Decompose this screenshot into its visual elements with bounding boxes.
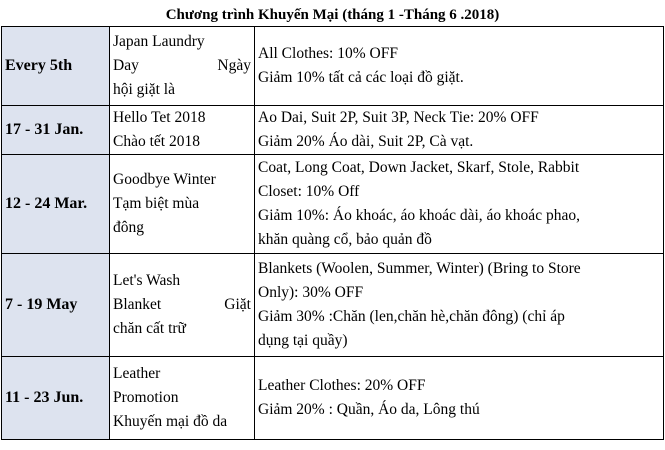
page-title: Chương trình Khuyến Mại (tháng 1 -Tháng 6 .2018) bbox=[165, 7, 500, 23]
promo-event bbox=[110, 106, 255, 155]
offer-line: Coat, Long Coat, Down Jacket, Skarf, Stole, Rabbit bbox=[258, 159, 580, 176]
offer-line: Ao Dai, Suit 2P, Suit 3P, Neck Tie: 20% OFF bbox=[258, 109, 539, 126]
promo-offer bbox=[255, 106, 664, 155]
promo-event bbox=[110, 357, 255, 440]
event-line: Let's Wash bbox=[113, 272, 181, 289]
promo-date: 12 - 24 Mar. bbox=[2, 155, 110, 254]
event-line: Japan Laundry bbox=[113, 33, 205, 50]
promo-offer bbox=[255, 155, 664, 254]
event-line: Tạm biệt mùa bbox=[113, 195, 200, 212]
event-line: Goodbye Winter bbox=[113, 171, 216, 188]
offer-line: Only): 30% OFF bbox=[258, 284, 364, 301]
table-row bbox=[2, 357, 664, 440]
promo-event bbox=[110, 254, 255, 357]
promo-offer bbox=[255, 27, 664, 106]
event-line: chăn cất trữ bbox=[113, 320, 186, 337]
table-row bbox=[2, 106, 664, 155]
event-line: Hello Tet 2018 bbox=[113, 109, 206, 126]
table-row bbox=[2, 254, 664, 357]
promo-date: 11 - 23 Jun. bbox=[2, 357, 110, 440]
promo-offer bbox=[255, 254, 664, 357]
offer-line: Giảm 10%: Áo khoác, áo khoác dài, áo khoác phao, bbox=[258, 207, 580, 224]
event-line: Day Ngày bbox=[113, 57, 251, 74]
offer-line: Giảm 20% : Quần, Áo da, Lông thú bbox=[258, 401, 480, 418]
promo-date: 7 - 19 May bbox=[2, 254, 110, 357]
promo-offer bbox=[255, 357, 664, 440]
table-row bbox=[2, 27, 664, 106]
offer-line: Blankets (Woolen, Summer, Winter) (Bring to Store bbox=[258, 260, 581, 277]
offer-line: Closet: 10% Off bbox=[258, 183, 360, 200]
promo-event bbox=[110, 155, 255, 254]
event-line: Chào tết 2018 bbox=[113, 133, 200, 150]
event-line: hội giặt là bbox=[113, 81, 175, 98]
offer-line: Giảm 30% :Chăn (len,chăn hè,chăn đông) (chỉ áp bbox=[258, 308, 565, 325]
offer-line: dụng tại quầy) bbox=[258, 332, 348, 349]
promo-date: Every 5th bbox=[2, 27, 110, 106]
event-line: Blanket Giặt bbox=[113, 296, 251, 313]
offer-line: khăn quàng cổ, bảo quản đồ bbox=[258, 231, 432, 248]
offer-line: All Clothes: 10% OFF bbox=[258, 45, 398, 62]
offer-line: Leather Clothes: 20% OFF bbox=[258, 377, 426, 394]
event-line: Khuyến mại đồ da bbox=[113, 413, 228, 430]
event-line: Leather bbox=[113, 365, 161, 382]
promo-date: 17 - 31 Jan. bbox=[2, 106, 110, 155]
promo-event bbox=[110, 27, 255, 106]
table-row bbox=[2, 155, 664, 254]
offer-line: Giảm 10% tất cả các loại đồ giặt. bbox=[258, 69, 464, 86]
event-line: Promotion bbox=[113, 389, 179, 406]
event-line: đông bbox=[113, 219, 144, 236]
offer-line: Giảm 20% Áo dài, Suit 2P, Cà vạt. bbox=[258, 133, 474, 150]
promotion-table bbox=[1, 26, 664, 440]
